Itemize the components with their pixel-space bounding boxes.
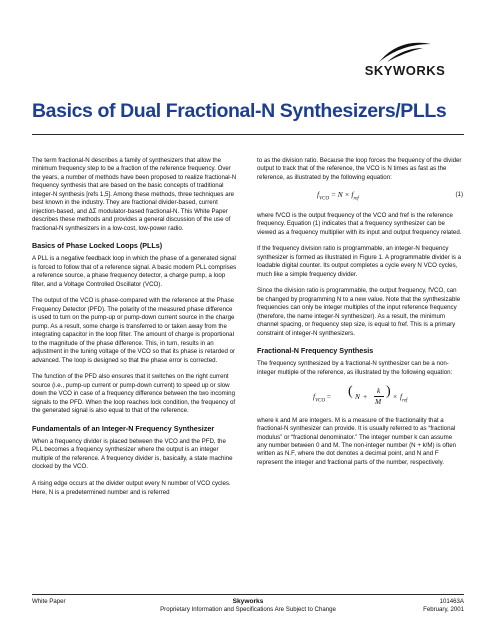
footer-center: [148, 598, 348, 614]
equation-2-times: ×: [393, 391, 398, 401]
document-title: Basics of Dual Fractional-N Synthesizers/PLLs: [32, 100, 447, 122]
heading-pll-basics: Basics of Phase Locked Loops (PLLs): [32, 241, 163, 251]
paragraph: where k and M are integers. M is a measure of the fractionality that a fractional-N synthesizer can provide. It is usually referred to as “fractional modulus” or “fractional denominator.” The integer number k can assume any number between 0 and M. The non-integer number (N + k/M) is often written as N.F, where the dot denotes a decimal point, and N and F represent the integer and fractional parts of the number, respectively.: [257, 416, 457, 466]
equation-1: [257, 191, 463, 203]
logo-mark-icon: [377, 40, 433, 64]
footer-date: February, 2001: [423, 606, 464, 613]
paragraph: A rising edge occurs at the divider output every N number of VCO cycles. Here, N is a predetermined number and is referred: [32, 480, 231, 496]
intro-paragraph: The term fractional-N describes a family of synthesizers that allow the minimum frequency step to be a fraction of the reference frequency. Over the years, a number of methods have been proposed to realize fractional-N frequency synthesis that are based on the basic concepts of traditional integer-N synthesis [refs 1,5]. Among these methods, three techniques are best known in the industry. They are fractional divider-based, current injection-based, and ΔΣ modulator-based fractional-N. This White Paper describes these methods and provides a general discussion of the use of fractional-N synthesizers in a low-cost, low-power radio.: [32, 157, 237, 232]
left-column: [32, 157, 238, 505]
logo-text: SKYWORKS: [364, 63, 446, 78]
right-paren: ): [386, 383, 391, 399]
paragraph: The output of the VCO is phase-compared with the reference at the Phase Frequency Detector (PFD). The polarity of the measured phase difference is used to turn on the pump-up or pump-down current source in the charge pump. As a result, some charge is transferred to or taken away from the integrating capacitor in the loop filter. The amount of charge is proportional to the magnitude of the phase difference. This, in turn, results in an adjustment in the tuning voltage of the VCO so that its phase is retarded or advanced. The loop is designed so that the phase error is corrected.: [32, 297, 236, 364]
paragraph: A PLL is a negative feedback loop in which the phase of a generated signal is forced to follow that of a reference signal. A basic modern PLL comprises a reference source, a phase frequency detector, a charge pump, a loop filter, and a Voltage Controlled Oscillator (VCO).: [32, 255, 237, 288]
left-paren: (: [348, 383, 353, 399]
equation-1-expression: $f_{VCO} = N \times f_{ref}$: [317, 189, 359, 202]
footer-doc-type: White Paper: [32, 598, 66, 605]
heading-integer-n: Fundamentals of an Integer-N Frequency Synthesizer: [32, 423, 215, 433]
paragraph: Since the division ratio is programmable, the output frequency, fVCO, can be changed by programming N to a new value. Note that the synthesizable frequencies can only be integer multiples of the input reference frequency (therefore, the name integer-N synthesizer). As a result, the minimum channel spacing, or frequency step size, is equal to fref. This is a primary constraint of integer-N synthesizers.: [257, 287, 461, 337]
equation-2-lhs: $f_{VCO}$ =: [313, 391, 332, 404]
title-divider: [32, 134, 464, 135]
equation-2-k: k: [377, 385, 381, 395]
paragraph: If the frequency division ratio is programmable, an integer-N frequency synthesizer is formed as illustrated in Figure 1. A programmable divider is a loadable digital counter. Its output completes a cycle every N VCO cycles, much like a simple frequency divider.: [257, 245, 462, 278]
paragraph: When a frequency divider is placed between the VCO and the PFD, the PLL becomes a frequency synthesizer where the output is an integer multiple of the reference. A frequency divider is, basically, a state machine clocked by the VCO.: [32, 437, 233, 471]
paragraph: The function of the PFD also ensures that it switches on the right current source (i.e., pump-up current or pump-down current) to speed up or slow down the VCO in case of a frequency difference between the two incoming signals to the PFD. When the loop reaches lock condition, the frequency of the generated signal is also equal to that of the reference.: [32, 373, 236, 415]
paragraph: The frequency synthesized by a fractional-N synthesizer can be a non-integer multiple of the reference, as illustrated by the following equation:: [257, 360, 453, 376]
footer-divider: [32, 594, 464, 595]
equation-2-n: N: [355, 391, 360, 401]
footer-doc-number: 101463A: [439, 598, 464, 605]
right-column: [257, 157, 463, 476]
equation-2: [257, 383, 463, 408]
equation-1-number: (1): [455, 190, 463, 198]
footer-right: [423, 598, 464, 614]
equation-2-fref: $f_{ref}$: [400, 391, 408, 404]
footer-notice: Proprietary Information and Specifications Are Subject to Change: [160, 606, 336, 613]
paragraph: to as the division ratio. Because the loop forces the frequency of the divider output to track that of the reference, the VCO is N times as fast as the reference, as illustrated by the following equation:: [257, 157, 462, 181]
equation-2-m: M: [375, 396, 382, 406]
footer-brand: Skyworks: [232, 598, 264, 605]
heading-fractional-n: Fractional-N Frequency Synthesis: [257, 346, 374, 356]
equation-2-plus: +: [363, 391, 368, 401]
paragraph: where fVCO is the output frequency of the VCO and fref is the reference frequency. Equation (1) indicates that a frequency synthesizer can be viewed as a frequency multiplier with its input and output frequency related.: [257, 211, 462, 236]
